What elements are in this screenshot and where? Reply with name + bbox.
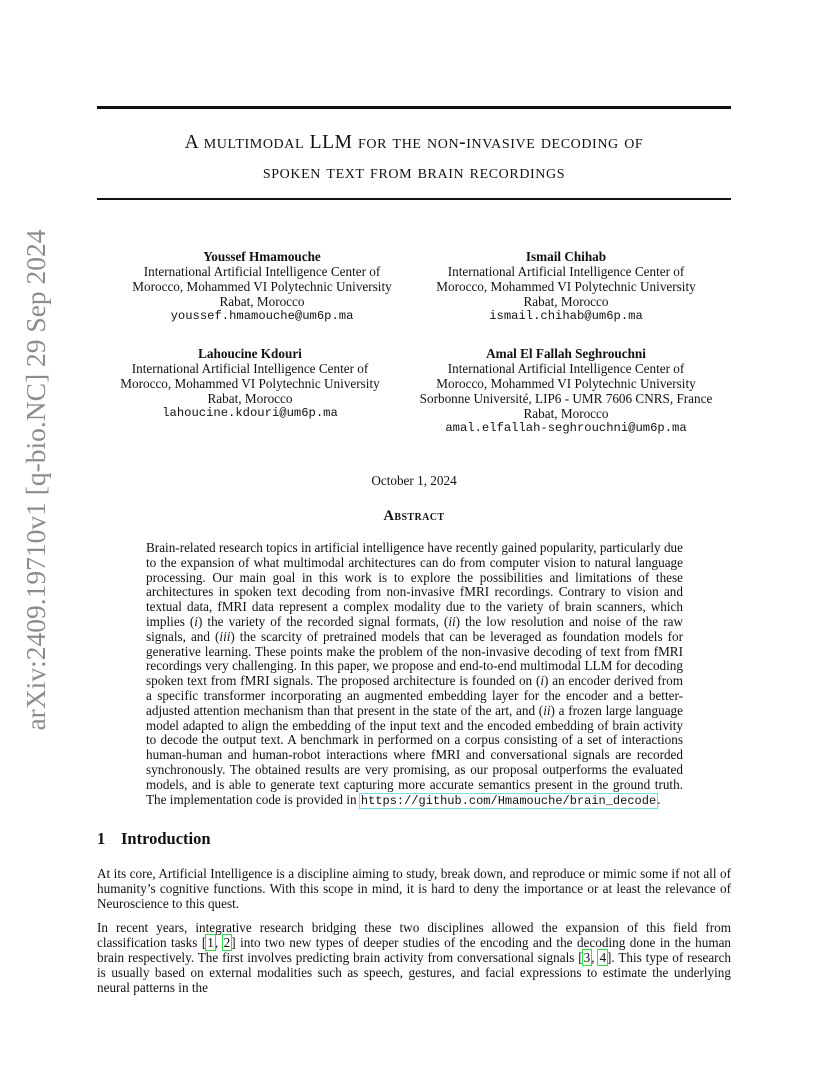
author-block — [396, 346, 736, 436]
author-affiliation: Morocco, Mohammed VI Polytechnic University — [120, 376, 380, 391]
abstract-heading: Abstract — [383, 508, 445, 524]
enum-marker: ii — [448, 613, 456, 629]
title-line-1: A multimodal LLM for the non-invasive decoding of — [184, 132, 644, 153]
citation-separator: , — [214, 935, 223, 950]
paper-date: October 1, 2024 — [371, 473, 457, 488]
citation-link[interactable]: 4 — [599, 950, 607, 965]
section-number: 1 — [97, 829, 106, 848]
title-rule-bottom — [97, 198, 731, 200]
arxiv-identifier: arXiv:2409.19710v1 [q-bio.NC] 29 Sep 2024 — [20, 229, 51, 731]
author-name: Ismail Chihab — [525, 249, 607, 264]
author-block — [100, 346, 400, 421]
author-email: lahoucine.kdouri@um6p.ma — [162, 406, 338, 420]
author-affiliation: Morocco, Mohammed VI Polytechnic University — [436, 279, 696, 294]
author-block — [112, 249, 412, 324]
paragraph-text: ]. This type of research is usually based on external modalities such as speech, gestures, and facial expressions to estimate the underlying neural patterns in the — [97, 950, 732, 995]
author-email: ismail.chihab@um6p.ma — [489, 309, 643, 323]
author-affiliation: Morocco, Mohammed VI Polytechnic University — [436, 376, 696, 391]
author-affiliation: International Artificial Intelligence Center of — [447, 264, 685, 279]
author-email: youssef.hmamouche@um6p.ma — [170, 309, 354, 323]
abstract-text: ) the scarcity of pretrained models that can be leveraged as foundation models for generative learning. These points make the problem of the non-invasive decoding of text from fMRI recordings very challenging. In this paper, we propose and end-to-end multimodal LLM for decoding spoken text from fMRI signals. The proposed architecture is founded on ( — [146, 628, 683, 689]
section-title: Introduction — [121, 829, 211, 848]
abstract-text: ) the variety of the recorded signal formats, ( — [197, 613, 449, 629]
author-location: Rabat, Morocco — [219, 294, 305, 309]
citation-link[interactable]: 2 — [223, 935, 231, 950]
author-block — [416, 249, 716, 324]
author-affiliation: Morocco, Mohammed VI Polytechnic University — [132, 279, 392, 294]
paragraph-text: ] into two new types of deeper studies of the encoding and the decoding done in the human brain respectively. The first involves predicting brain activity from conversational signals [ — [97, 935, 732, 965]
title-rule-top — [97, 106, 731, 109]
abstract-text: Brain-related research topics in artificial intelligence have recently gained popularity, particularly due to the expansion of what multimodal architectures can do from computer vision to natural language processing. Our main goal in this work is to explore the possibilities and limitations of these architectures in spoken text decoding from non-invasive fMRI recordings. Contrary to vision and textual data, fMRI data represent a complex modality due to the variety of brain scanners, which implies ( — [146, 540, 683, 629]
author-location: Rabat, Morocco — [207, 391, 293, 406]
author-affiliation: Sorbonne Université, LIP6 - UMR 7606 CNRS, France — [419, 391, 713, 406]
author-location: Rabat, Morocco — [523, 406, 609, 421]
enum-marker: iii — [219, 628, 231, 644]
author-name: Amal El Fallah Seghrouchni — [486, 346, 646, 361]
abstract-text: ) an encoder derived from a specific transformer incorporating an augmented embedding layer for the encoder and a better-adjusted attention mechanism than that present in the state of the art, and ( — [146, 673, 684, 718]
enum-marker: i — [194, 613, 198, 629]
abstract-text: . — [657, 791, 661, 807]
paragraph-text: In recent years, integrative research bridging these two disciplines allowed the expansion of this field from classification tasks [ — [97, 920, 731, 950]
title-line-2: spoken text from brain recordings — [262, 162, 566, 183]
author-affiliation: International Artificial Intelligence Center of — [447, 361, 685, 376]
author-location: Rabat, Morocco — [523, 294, 609, 309]
citation-link[interactable]: 3 — [583, 950, 591, 965]
abstract-body — [146, 541, 683, 808]
author-email: amal.elfallah-seghrouchni@um6p.ma — [445, 421, 687, 435]
citation-link[interactable]: 1 — [207, 935, 214, 950]
enum-marker: ii — [543, 702, 551, 718]
section-heading — [97, 829, 211, 849]
intro-paragraph-2 — [97, 920, 731, 995]
abstract-text: ) a frozen large language model adapted to align the embedding of the input text and the encoded embedding of brain activity to decode the output text. A benchmark in performed on a corpus consisting of a set of interactions human-human and human-robot interactions where fMRI and conversational signals are recorded synchronously. The obtained results are very promising, as our proposal outperforms the evaluated models, and is able to generate text capturing more accurate semantics present in the ground truth. The implementation code is provided in — [146, 702, 684, 807]
code-repository-link[interactable]: https://github.com/Hmamouche/brain_decode — [360, 793, 657, 808]
intro-paragraph-1: At its core, Artificial Intelligence is a discipline aiming to study, break down, and reproduce or mimic some if not all of humanity’s cognitive functions. With this scope in mind, it is hard to deny the importance or at least the relevance of Neuroscience to this quest. — [97, 866, 731, 911]
citation-separator: , — [591, 950, 599, 965]
author-affiliation: International Artificial Intelligence Center of — [131, 361, 369, 376]
author-affiliation: International Artificial Intelligence Center of — [143, 264, 381, 279]
enum-marker: i — [540, 673, 545, 689]
abstract-text: ) the low resolution and noise of the raw signals, and ( — [146, 613, 683, 644]
author-name: Lahoucine Kdouri — [198, 346, 302, 361]
paper-title — [97, 128, 731, 188]
author-name: Youssef Hmamouche — [203, 249, 321, 264]
